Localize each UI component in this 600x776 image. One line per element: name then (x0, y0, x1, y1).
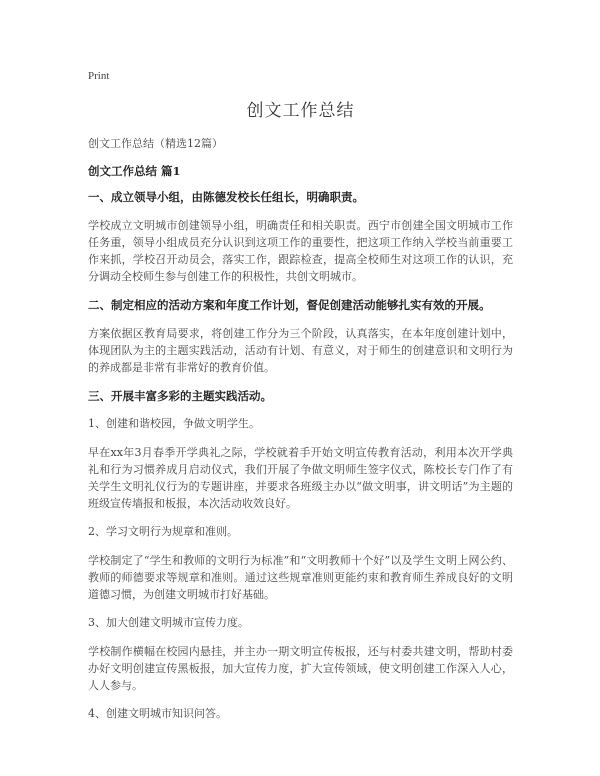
page-title: 创文工作总结 (246, 101, 355, 121)
paragraph-4: 学校制定了“学生和教师的文明行为标准”和“文明教师十个好”以及学生文明上网公约、教师的师德要求等规章和准则。通过这些规章准则更能约束和教育师生养成良好的文明道德习惯，为创建文明城市打好基础。 (88, 554, 513, 601)
document-subtitle: 创文工作总结（精选12篇） (88, 137, 223, 150)
print-link[interactable]: Print (88, 70, 110, 82)
heading-1: 一、成立领导小组，由陈德发校长任组长，明确职责。 (88, 190, 364, 204)
list-item-4: 4、创建文明城市知识问答。 (88, 707, 227, 720)
paragraph-2: 方案依据区教育局要求，将创建工作分为三个阶段，认真落实，在本年度创建计划中，体现团队为主的主题实践活动，活动有计划、有意义，对于师生的创建意识和文明行为的养成都是非常有非常好的教育价值。 (88, 327, 513, 374)
paragraph-1: 学校成立文明城市创建领导小组，明确责任和相关职责。西宁市创建全国文明城市工作任务重，领导小组成员充分认识到这项工作的重要性，把这项工作纳入学校当前重要工作来抓，学校召开动员会，落实工作，跟踪检查，提高全校师生对这项工作的认识，充分调动全校师生参与创建工作的积极性，共创文明城市。 (88, 219, 513, 283)
heading-3: 三、开展丰富多彩的主题实践活动。 (88, 389, 272, 403)
list-item-2: 2、学习文明行为规章和准则。 (88, 525, 238, 538)
section-title: 创文工作总结 篇1 (88, 164, 181, 178)
paragraph-3: 早在xx年3月春季开学典礼之际，学校就着手开始文明宣传教育活动，利用本次开学典礼和行为习惯养成月启动仪式，我们开展了争做文明师生签字仪式，陈校长专门作了有关学生文明礼仪行为的专题讲座，并要求各班级主办以“做文明事，讲文明话”为主题的班级宣传墙报和板报，本次活动收效良好。 (88, 446, 513, 510)
document-page (88, 70, 513, 734)
list-item-3: 3、加大创建文明城市宣传力度。 (88, 616, 249, 629)
heading-2: 二、制定相应的活动方案和年度工作计划，督促创建活动能够扎实有效的开展。 (88, 298, 491, 312)
paragraph-5: 学校制作横幅在校园内悬挂，并主办一期文明宣传板报，还与村委共建文明，帮助村委办好文明创建宣传黑板报，加大宣传力度，扩大宣传领域，使文明创建工作深入人心，人人参与。 (88, 645, 513, 692)
list-item-1: 1、创建和谐校园，争做文明学生。 (88, 417, 260, 430)
